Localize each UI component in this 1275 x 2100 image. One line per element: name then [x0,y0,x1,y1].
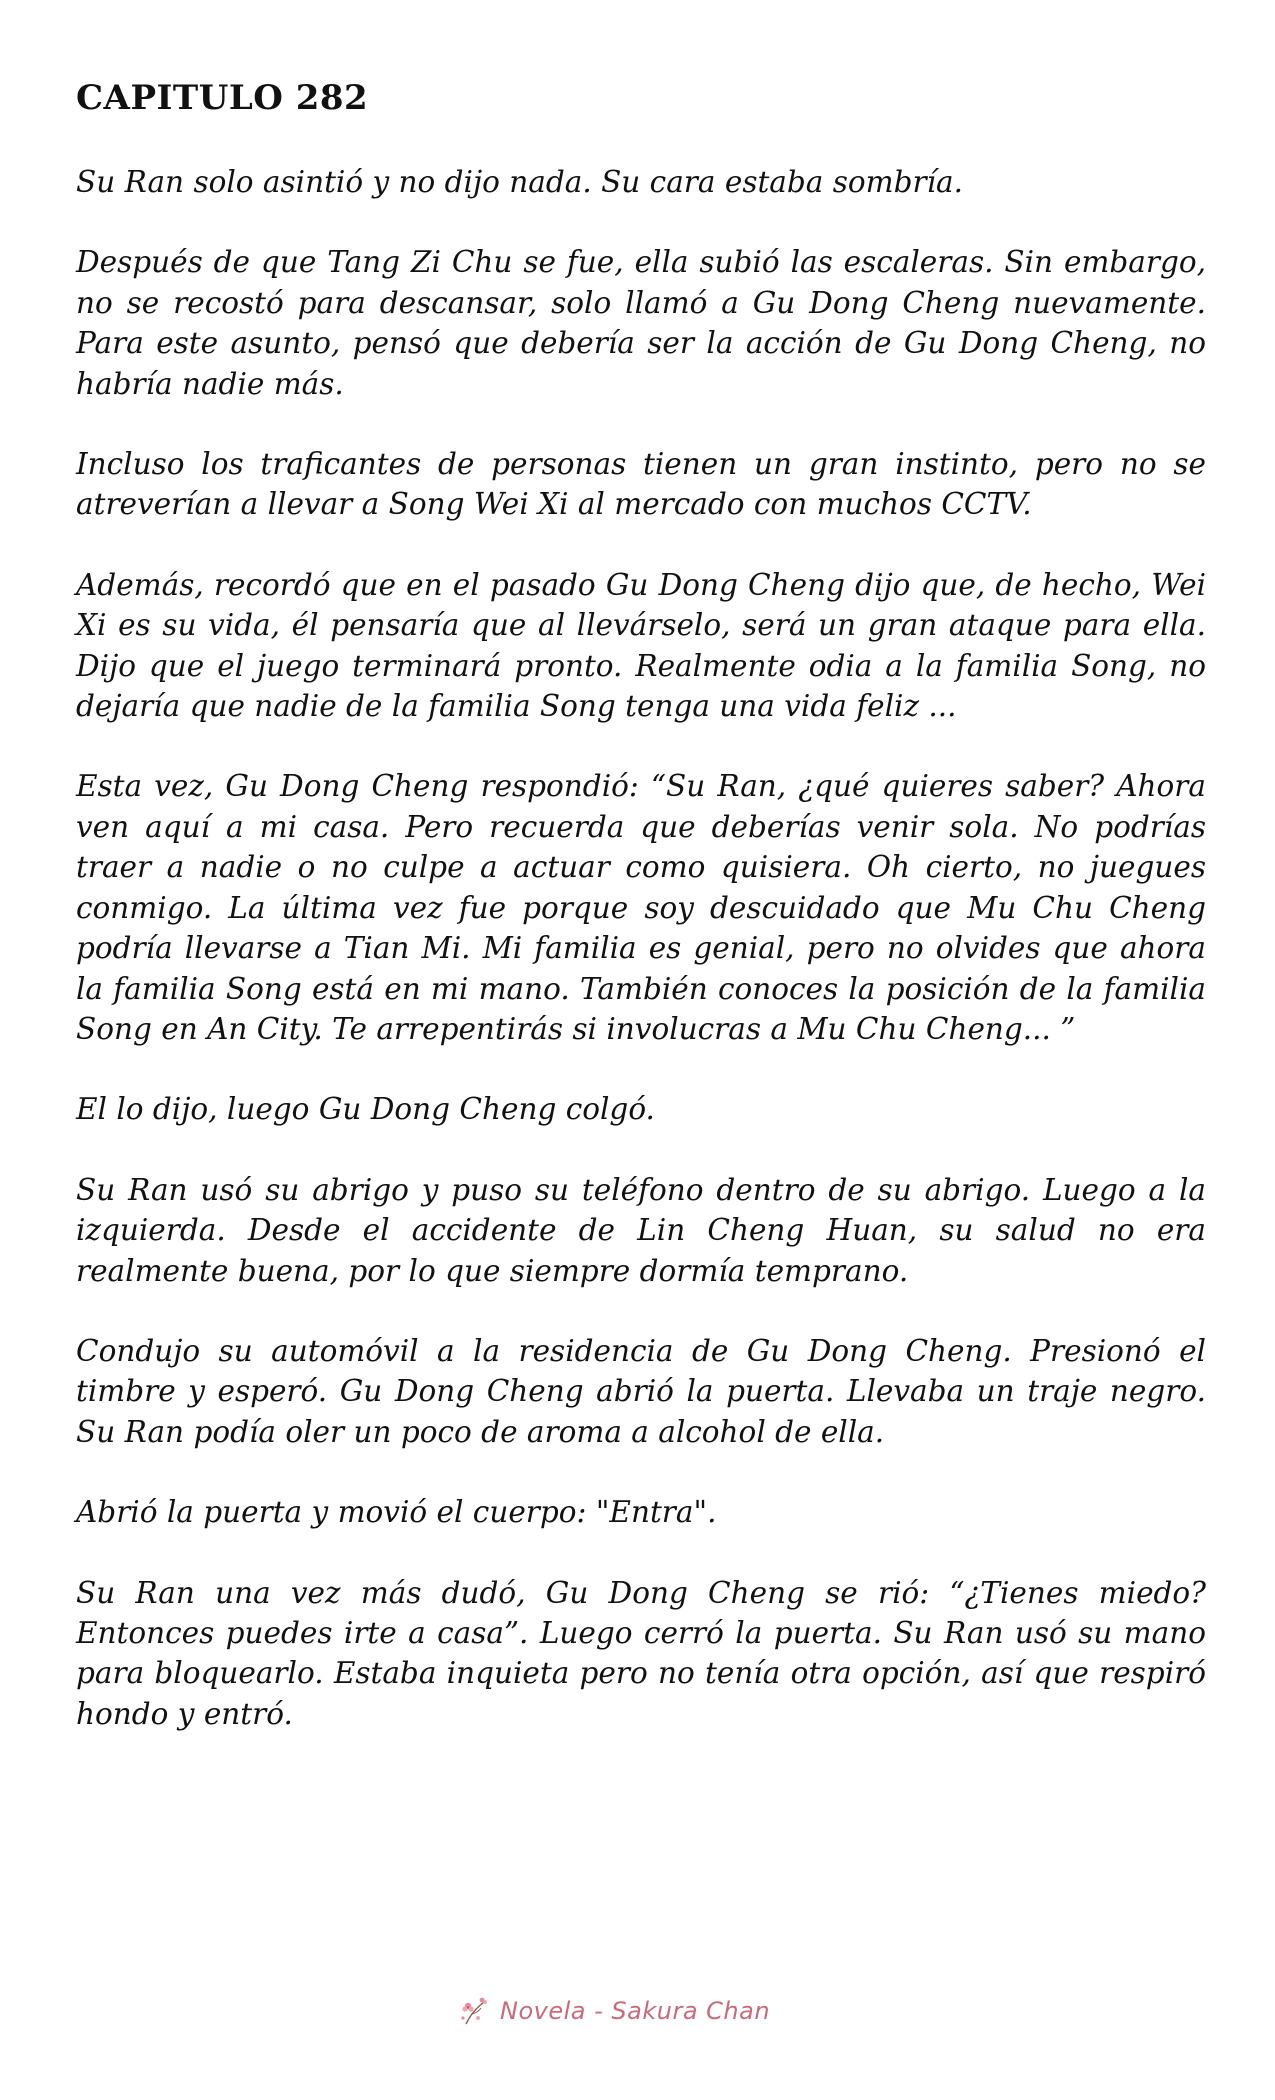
paragraph: Su Ran una vez más dudó, Gu Dong Cheng se rió: “¿Tienes miedo? Entonces puedes irte a casa”. Luego cerró la puerta. Su Ran usó su mano para bloquearlo. Estaba inquieta pero no tenía otra opción, así que respiró hondo y entró. [76,1575,1206,1731]
sakura-flower-icon [458,1994,492,2028]
document-page [76,0,1206,2100]
paragraph: Su Ran usó su abrigo y puso su teléfono dentro de su abrigo. Luego a la izquierda. Desde el accidente de Lin Cheng Huan, su salud no era realmente buena, por lo que siempre dormía temprano. [76,1172,1206,1288]
paragraph: Además, recordó que en el pasado Gu Dong Cheng dijo que, de hecho, Wei Xi es su vida, él pensaría que al llevárselo, será un gran ataque para ella. Dijo que el juego terminará pronto. Realmente odia a la familia Song, no dejaría que nadie de la familia Song tenga una vida feliz ... [76,567,1206,724]
paragraph: Incluso los traficantes de personas tienen un gran instinto, pero no se atreverían a llevar a Song Wei Xi al mercado con muchos CCTV. [76,447,1206,522]
chapter-title: CAPITULO 282 [76,78,369,118]
paragraph: Después de que Tang Zi Chu se fue, ella subió las escaleras. Sin embargo, no se recostó para descansar, solo llamó a Gu Dong Cheng nuevamente. Para este asunto, pensó que debería ser la acción de Gu Dong Cheng, no habría nadie más. [76,245,1206,401]
watermark-text: Novela - Sakura Chan [500,1997,771,2025]
chapter-body [76,162,1206,1774]
footer-watermark [458,1994,770,2028]
paragraph: Abrió la puerta y movió el cuerpo: "Entra". [76,1495,717,1530]
paragraph: Su Ran solo asintió y no dijo nada. Su cara estaba sombría. [76,165,964,199]
paragraph: Condujo su automóvil a la residencia de Gu Dong Cheng. Presionó el timbre y esperó. Gu Dong Cheng abrió la puerta. Llevaba un traje negro. Su Ran podía oler un poco de aroma a alcohol de ella. [76,1333,1206,1449]
paragraph: El lo dijo, luego Gu Dong Cheng colgó. [76,1092,655,1127]
paragraph: Esta vez, Gu Dong Cheng respondió: “Su Ran, ¿qué quieres saber? Ahora ven aquí a mi casa. Pero recuerda que deberías venir sola. No podrías traer a nadie o no culpe a actuar como quisiera. Oh cierto, no juegues conmigo. La última vez fue porque soy descuidado que Mu Chu Cheng podría llevarse a Tian Mi. Mi familia es genial, pero no olvides que ahora la familia Song está en mi mano. También conoces la posición de la familia Song en An City. Te arrepentirás si involucras a Mu Chu Cheng... ” [76,769,1206,1046]
